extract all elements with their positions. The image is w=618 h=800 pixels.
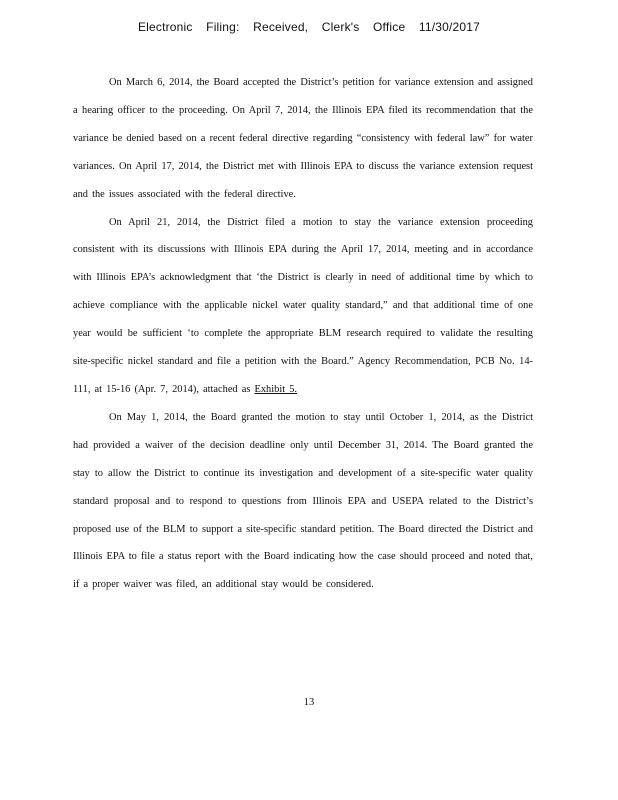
paragraph-motion-to-stay-text: On April 21, 2014, the District filed a motion to stay the variance extension proceeding consistent with its discussions with Illinois EPA during the April 17, 2014, meeting and in accordance with Illinois EPA’s acknowledgment that ‘the District is clearly in need of additional time by which to achieve compliance with the applicable nickel water quality standard,” and that additional time of one year would be sufficient ‘to complete the appropriate BLM research required to validate the resulting site-specific nickel standard and file a petition with the Board.” Agency Recommendation, PCB No. 14-111, at 15-16 (Apr. 7, 2014), attached as <box>73 216 533 395</box>
page-number: 13 <box>303 697 315 708</box>
paragraph-motion-to-stay <box>73 209 533 404</box>
exhibit-5-link[interactable]: Exhibit 5. <box>254 383 297 395</box>
paragraph-stay-granted: On May 1, 2014, the Board granted the motion to stay until October 1, 2014, as the District had provided a waiver of the decision deadline only until December 31, 2014. The Board granted the stay to allow the District to continue its investigation and development of a site-specific water quality standard proposal and to respond to questions from Illinois EPA and USEPA related to the District’s proposed use of the BLM to support a site-specific standard petition. The Board directed the District and Illinois EPA to file a status report with the Board indicating how the case should proceed and noted that, if a proper waiver was filed, an additional stay would be considered. <box>73 411 533 591</box>
filing-header: Electronic Filing: Received, Clerk's Office 11/30/2017 <box>137 20 481 34</box>
paragraph-variance-extension: On March 6, 2014, the Board accepted the District’s petition for variance extension and assigned a hearing officer to the proceeding. On April 7, 2014, the Illinois EPA filed its recommendation that the variance be denied based on a recent federal directive regarding “consistency with federal law” for water variances. On April 17, 2014, the District met with Illinois EPA to discuss the variance extension request and the issues associated with the federal directive. <box>73 77 533 200</box>
document-body <box>73 69 533 599</box>
